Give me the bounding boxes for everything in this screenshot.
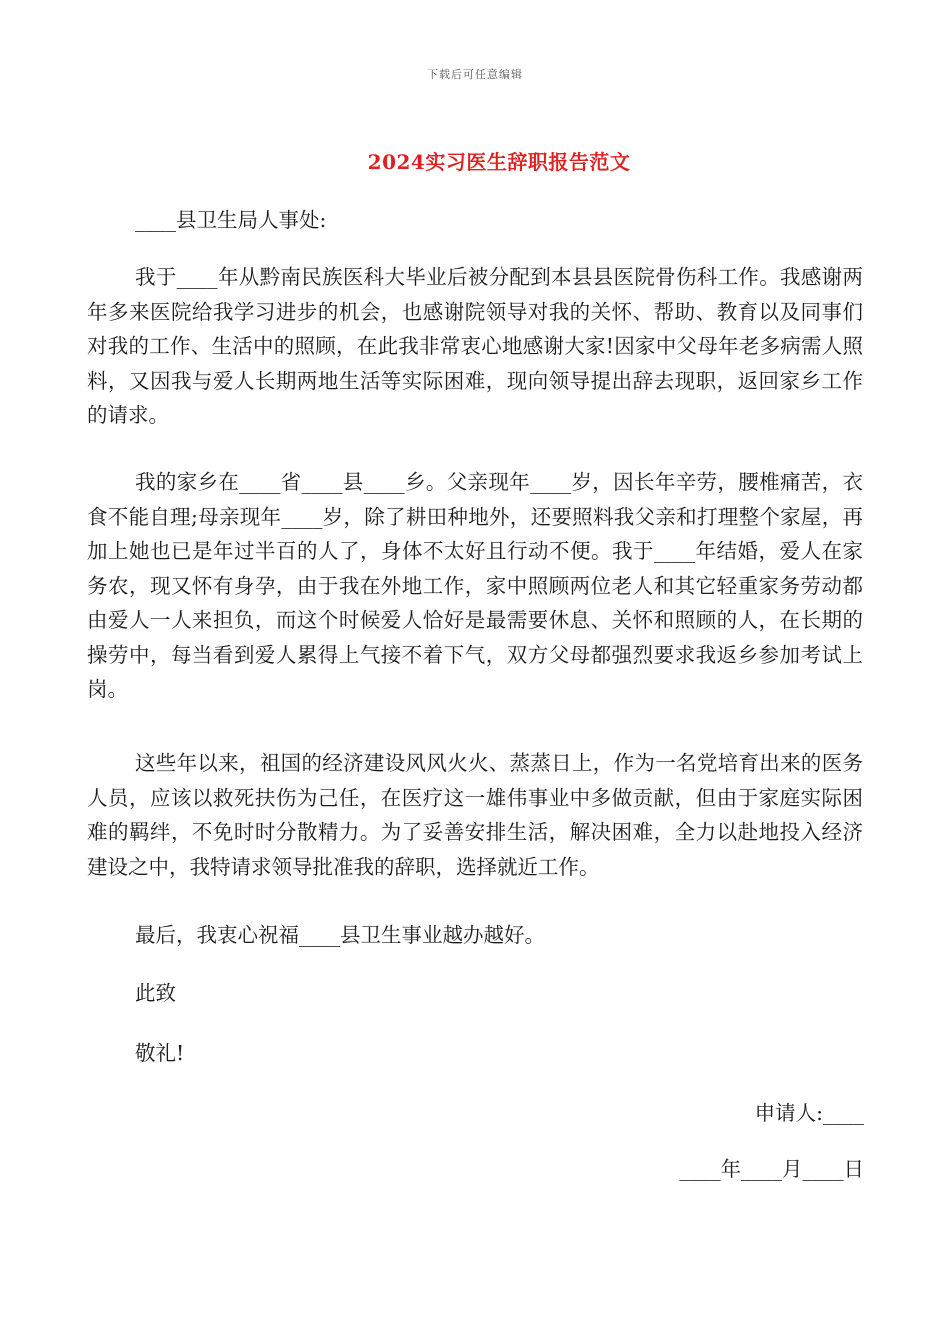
paragraph-text: 我于____年从黔南民族医科大毕业后被分配到本县县医院骨伤科工作。我感谢两年多来医院给我学习进步的机会，也感谢院领导对我的关怀、帮助、教育以及同事们对我的工作、生活中的照顾，在此我非常衷心地感谢大家!因家中父母年老多病需人照料，又因我与爱人长期两地生活等实际困难，现向领导提出辞去现职，返回家乡工作的请求。 bbox=[87, 265, 863, 427]
paragraph-1 bbox=[87, 260, 863, 433]
paragraph-text: 我的家乡在____省____县____乡。父亲现年____岁，因长年辛劳，腰椎痛苦，衣食不能自理;母亲现年____岁，除了耕田种地外，还要照料我父亲和打理整个家屋，再加上她也已是年过半百的人了，身体不太好且行动不便。我于____年结婚，爱人在家务农，现又怀有身孕，由于我在外地工作，家中照顾两位老人和其它轻重家务劳动都由爱人一人来担负，而这个时候爱人恰好是最需要休息、关怀和照顾的人，在长期的操劳中，每当看到爱人累得上气接不着下气，双方父母都强烈要求我返乡参加考试上岗。 bbox=[87, 470, 863, 701]
paragraph-4 bbox=[87, 918, 863, 953]
closing-salute: 此致 bbox=[135, 981, 176, 1005]
applicant-signature: 申请人:____ bbox=[754, 1101, 864, 1125]
paragraph-text: 最后，我衷心祝福____县卫生事业越办越好。 bbox=[135, 923, 545, 947]
salutation: ____县卫生局人事处: bbox=[135, 208, 327, 232]
closing-regards: 敬礼! bbox=[135, 1041, 185, 1065]
paragraph-3 bbox=[87, 746, 863, 884]
paragraph-2 bbox=[87, 465, 863, 707]
document-title: 2024实习医生辞职报告范文 bbox=[367, 150, 631, 174]
header-note: 下载后可任意编辑 bbox=[427, 68, 523, 81]
paragraph-text: 这些年以来，祖国的经济建设风风火火、蒸蒸日上，作为一名党培育出来的医务人员，应该以救死扶伤为己任，在医疗这一雄伟事业中多做贡献，但由于家庭实际困难的羁绊，不免时时分散精力。为了妥善安排生活，解决困难，全力以赴地投入经济建设之中，我特请求领导批准我的辞职，选择就近工作。 bbox=[87, 751, 863, 879]
date-line: ____年____月____日 bbox=[679, 1157, 864, 1181]
